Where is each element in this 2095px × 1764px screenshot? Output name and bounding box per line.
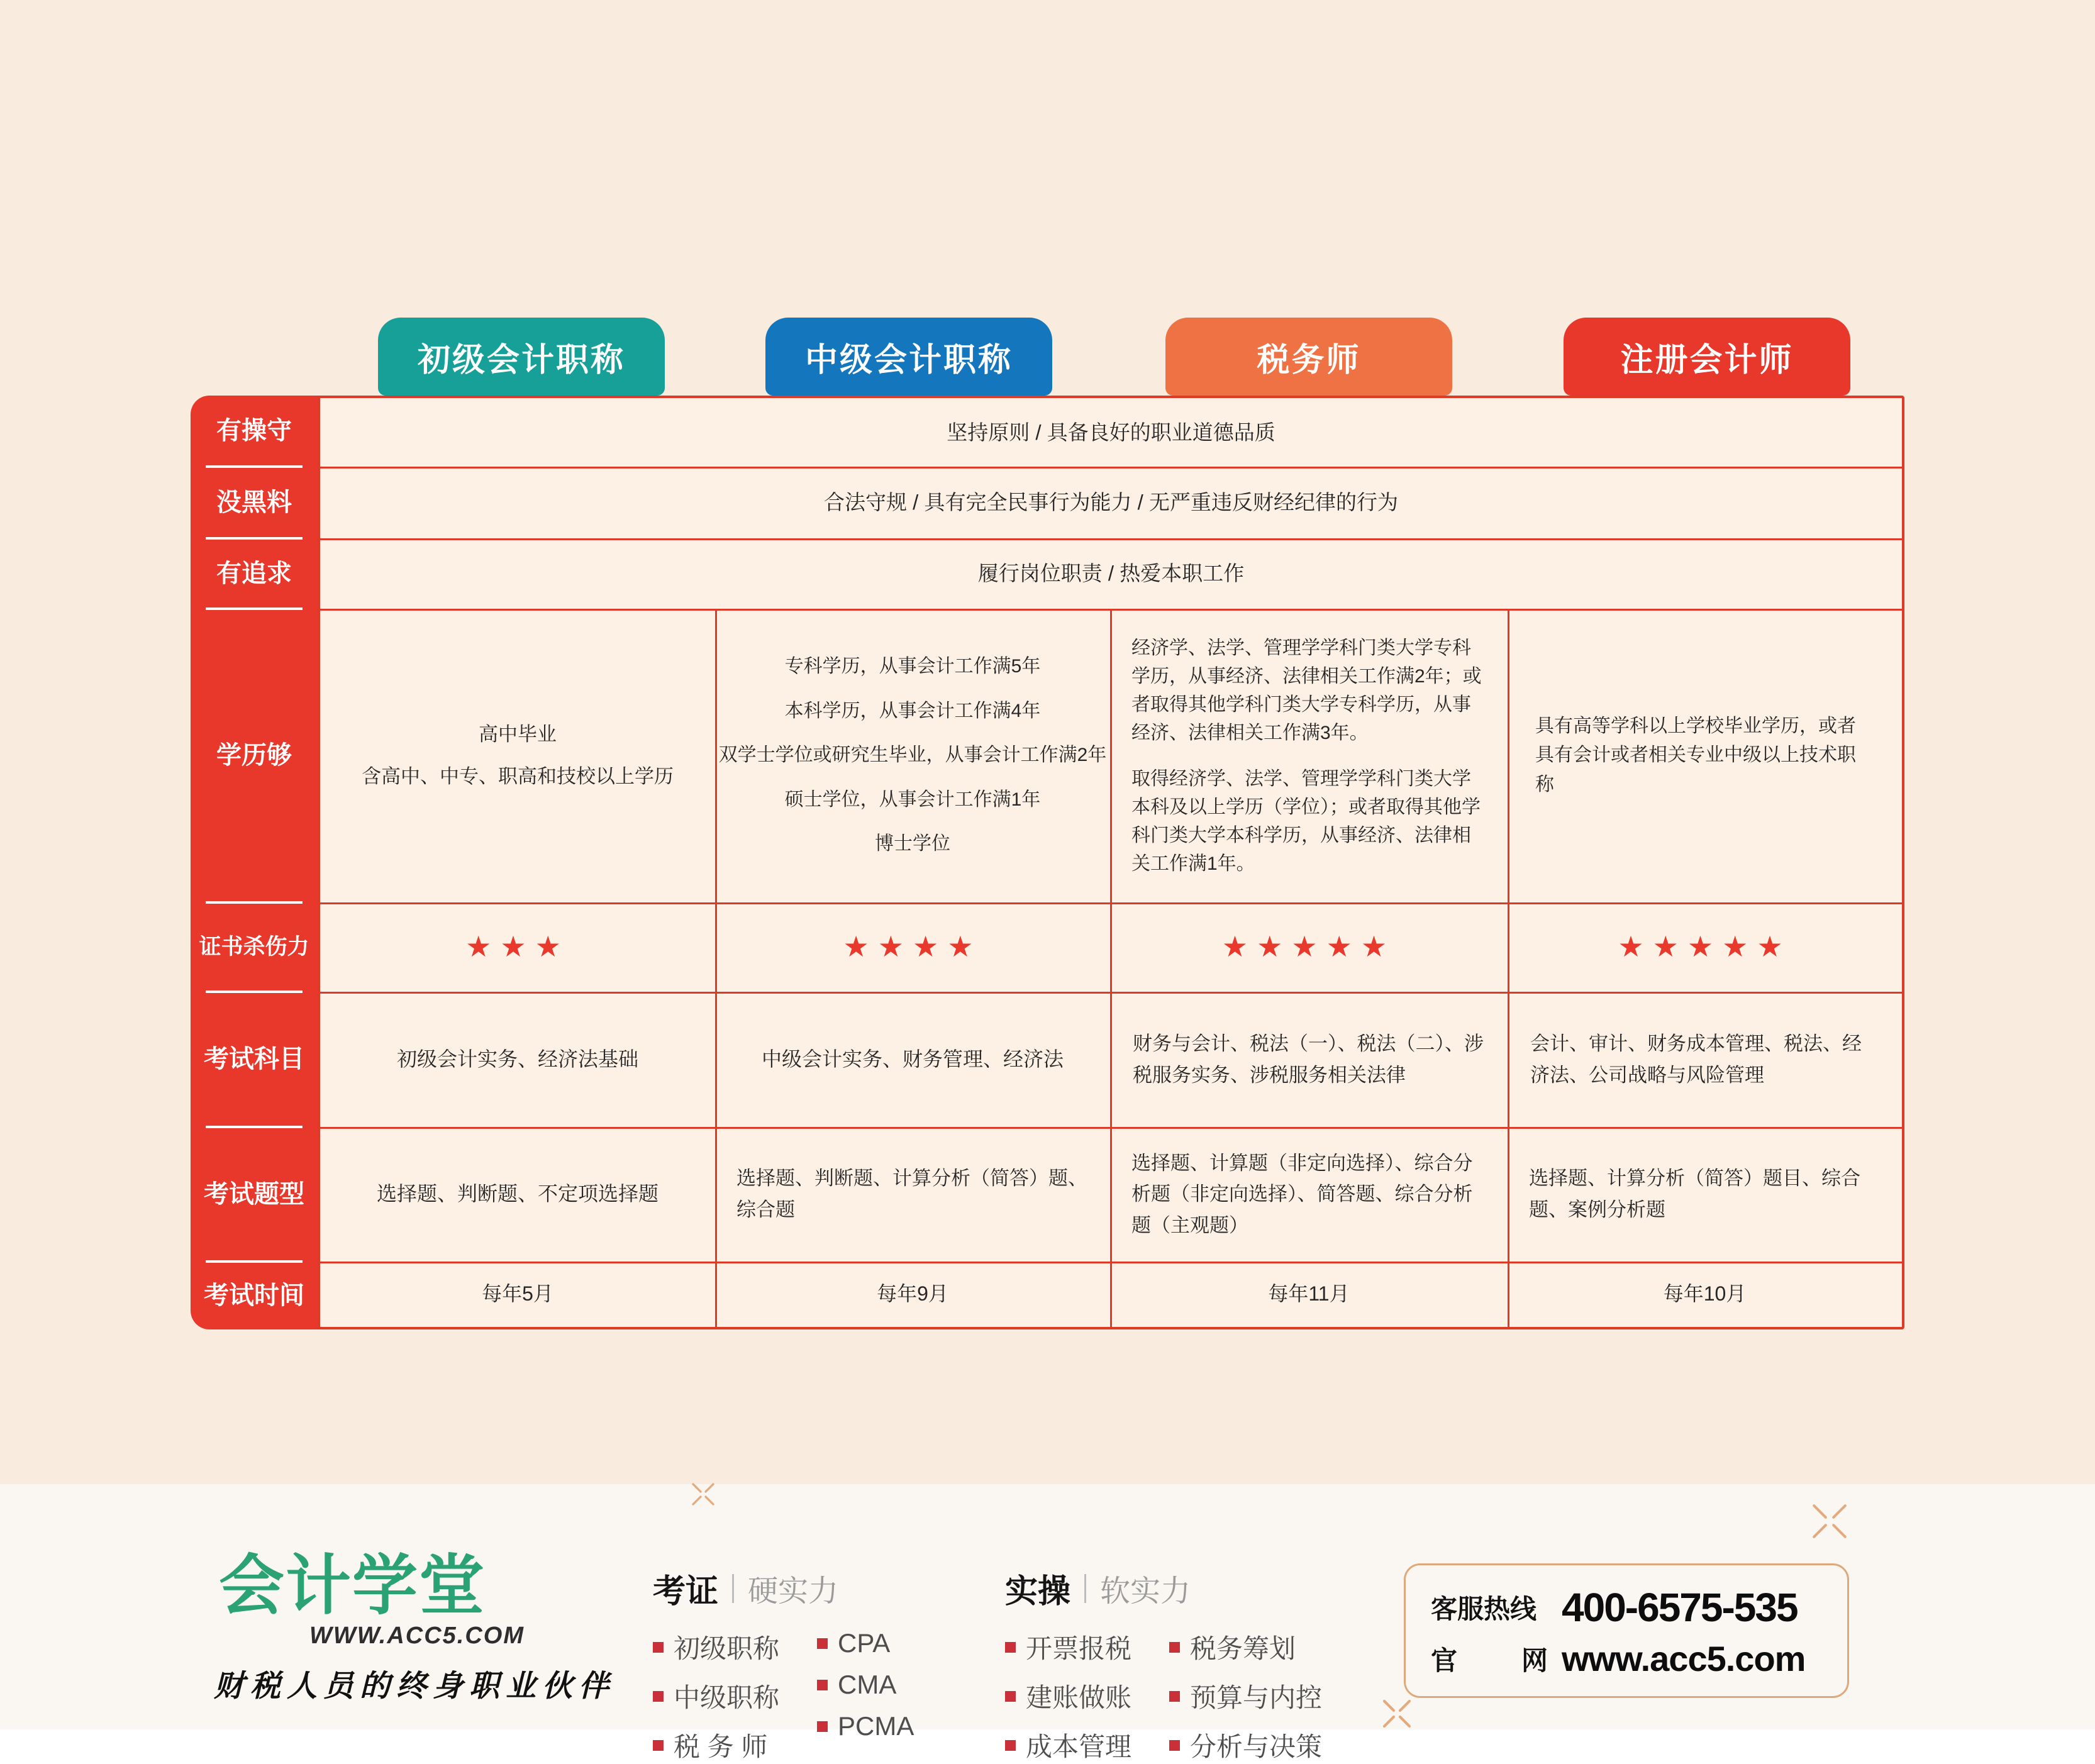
footer-practice-header — [1005, 1565, 1322, 1612]
list-item — [1005, 1628, 1131, 1666]
list-item — [653, 1726, 779, 1764]
bullet-icon — [653, 1642, 664, 1653]
list-item-label: 开票报税 — [1026, 1634, 1132, 1663]
education-tax-paragraph1: 经济学、法学、管理学学科门类大学专科学历，从事经济、法律相关工作满2年；或者取得其他学科门类大学专科学历，从事经济、法律相关工作满3年。 — [1131, 637, 1482, 743]
bullet-icon — [1005, 1740, 1016, 1751]
website-row — [1431, 1638, 1847, 1679]
list-item — [1169, 1726, 1322, 1764]
bullet-icon — [1005, 1691, 1016, 1702]
row-label-certificate-power: 证书杀伤力 — [199, 935, 309, 959]
education-intermediate-line: 硕士学位，从事会计工作满1年 — [784, 789, 1041, 810]
question-types-junior: 选择题、判断题、不定项选择题 — [376, 1182, 659, 1206]
education-intermediate-line: 本科学历，从事会计工作满4年 — [784, 700, 1041, 721]
bullet-icon — [817, 1680, 828, 1690]
brand-logo-url: WWW.ACC5.COM — [309, 1623, 525, 1649]
row-label-ambition: 有追求 — [216, 560, 292, 587]
question-types-tax-agent: 选择题、计算题（非定向选择）、综合分析题（非定向选择）、简答题、综合分析题（主观题） — [1131, 1151, 1473, 1236]
bullet-icon — [1169, 1691, 1180, 1702]
footer-cert-subtitle: 硬实力 — [748, 1575, 839, 1608]
decorative-cross-icon — [1381, 1698, 1413, 1729]
exam-time-cpa: 每年10月 — [1663, 1282, 1747, 1306]
label-divider — [206, 1126, 303, 1128]
bullet-icon — [653, 1691, 664, 1702]
education-intermediate-line: 专科学历，从事会计工作满5年 — [784, 656, 1041, 677]
row-label-ethics: 有操守 — [216, 417, 292, 445]
list-item — [817, 1670, 914, 1700]
list-item-label: PCMA — [838, 1711, 914, 1741]
decorative-cross-icon — [1810, 1502, 1849, 1541]
question-types-intermediate: 选择题、判断题、计算分析（简答）题、综合题 — [736, 1167, 1087, 1221]
shared-requirement-ambition: 履行岗位职责 / 热爱本职工作 — [977, 562, 1245, 585]
footer-practice-title: 实操 — [1005, 1573, 1071, 1610]
list-item — [1005, 1726, 1131, 1764]
list-item — [817, 1628, 914, 1658]
list-item-label: 税务筹划 — [1190, 1634, 1296, 1663]
row-label-record: 没黑料 — [216, 489, 292, 516]
list-item-label: 预算与内控 — [1190, 1683, 1323, 1712]
brand-logo: 会计学堂 — [219, 1550, 486, 1623]
list-item — [1169, 1677, 1322, 1715]
brand-tagline: 财税人员的终身职业伙伴 — [214, 1668, 616, 1704]
list-item-label: 中级职称 — [674, 1683, 780, 1712]
bullet-icon — [653, 1740, 664, 1751]
education-cell-tax-agent — [1110, 609, 1508, 902]
website-label-char: 官 — [1431, 1645, 1458, 1675]
label-divider — [206, 990, 303, 993]
row-label-column — [191, 396, 318, 1329]
question-types-cpa: 选择题、计算分析（简答）题目、综合题、案例分析题 — [1529, 1167, 1860, 1221]
subjects-cpa: 会计、审计、财务成本管理、税法、经济法、公司战略与风险管理 — [1530, 1032, 1862, 1086]
exam-time-junior: 每年5月 — [482, 1282, 553, 1306]
divider-bar — [1084, 1574, 1086, 1603]
tab-cpa: 注册会计师 — [1564, 318, 1850, 396]
website-url: www.acc5.com — [1562, 1639, 1806, 1678]
decorative-cross-icon — [691, 1482, 716, 1507]
list-item-label: 税 务 师 — [674, 1732, 768, 1761]
tab-tax-agent: 税务师 — [1165, 318, 1452, 396]
education-intermediate-line: 双学士学位或研究生毕业，从事会计工作满2年 — [718, 745, 1107, 766]
comparison-table — [191, 396, 1904, 1329]
list-item — [1169, 1628, 1322, 1666]
row-label-exam-time: 考试时间 — [204, 1282, 304, 1309]
education-cell-junior — [320, 609, 715, 902]
exam-time-intermediate: 每年9月 — [877, 1282, 948, 1306]
bullet-icon — [817, 1638, 828, 1649]
star-rating-junior: ★★★ — [465, 929, 570, 964]
list-item — [1005, 1677, 1131, 1715]
bullet-icon — [1169, 1740, 1180, 1751]
list-item-label: 建账做账 — [1026, 1683, 1132, 1712]
website-label — [1431, 1640, 1548, 1678]
hotline-number: 400-6575-535 — [1562, 1585, 1798, 1630]
label-divider — [206, 537, 303, 540]
list-item-label: CMA — [838, 1670, 897, 1699]
hotline-label: 客服热线 — [1431, 1594, 1537, 1624]
contact-box — [1404, 1563, 1849, 1698]
subjects-intermediate: 中级会计实务、财务管理、经济法 — [761, 1047, 1064, 1070]
star-rating-intermediate: ★★★★ — [843, 929, 982, 964]
bullet-icon — [1169, 1642, 1180, 1653]
divider-bar — [732, 1574, 734, 1603]
bullet-icon — [1005, 1642, 1016, 1653]
education-cell-cpa — [1508, 609, 1902, 902]
education-tax-paragraph2: 取得经济学、法学、管理学学科门类大学本科及以上学历（学位）；或者取得其他学科门类大学本科学历，从事经济、法律相关工作满1年。 — [1131, 768, 1481, 874]
list-item-label: 初级职称 — [674, 1634, 780, 1663]
footer-practice-subtitle: 软实力 — [1100, 1575, 1191, 1608]
list-item-label: 成本管理 — [1026, 1732, 1132, 1761]
star-rating-cpa: ★★★★★ — [1618, 929, 1792, 964]
label-divider — [206, 465, 303, 468]
label-divider — [206, 901, 303, 904]
education-cell-intermediate — [715, 609, 1110, 902]
label-divider — [206, 1260, 303, 1263]
list-item — [817, 1711, 914, 1741]
row-label-question-types: 考试题型 — [204, 1180, 304, 1208]
row-label-education: 学历够 — [216, 741, 292, 769]
website-label-char: 网 — [1521, 1645, 1548, 1675]
shared-requirement-record: 合法守规 / 具有完全民事行为能力 / 无严重违反财经纪律的行为 — [823, 491, 1398, 514]
education-junior-line2: 含高中、中专、职高和技校以上学历 — [362, 765, 674, 787]
exam-time-tax-agent: 每年11月 — [1268, 1282, 1350, 1306]
list-item-label: 分析与决策 — [1190, 1732, 1323, 1761]
subjects-junior: 初级会计实务、经济法基础 — [396, 1047, 638, 1070]
list-item — [653, 1628, 779, 1666]
education-junior-line1: 高中毕业 — [479, 723, 557, 746]
table-cells — [318, 396, 1904, 1329]
tab-intermediate-accountant: 中级会计职称 — [765, 318, 1052, 396]
star-rating-tax-agent: ★★★★★ — [1221, 929, 1396, 964]
list-item — [653, 1677, 779, 1715]
hotline-row — [1431, 1584, 1847, 1631]
subjects-tax-agent: 财务与会计、税法（一）、税法（二）、涉税服务实务、涉税服务相关法律 — [1133, 1032, 1484, 1086]
footer-cert-header — [653, 1565, 914, 1612]
footer-cert-title: 考证 — [653, 1573, 719, 1610]
education-cpa-text: 具有高等学科以上学校毕业学历，或者具有会计或者相关专业中级以上技术职称 — [1535, 715, 1856, 795]
list-item-label: CPA — [838, 1628, 891, 1658]
footer-cert-section — [653, 1565, 914, 1764]
row-label-subjects: 考试科目 — [204, 1045, 304, 1073]
shared-requirement-ethics: 坚持原则 / 具备良好的职业道德品质 — [947, 420, 1275, 444]
label-divider — [206, 607, 303, 610]
education-intermediate-line: 博士学位 — [875, 833, 950, 855]
bullet-icon — [817, 1721, 828, 1732]
tab-junior-accountant: 初级会计职称 — [378, 318, 665, 396]
footer-practice-section — [1005, 1565, 1322, 1764]
